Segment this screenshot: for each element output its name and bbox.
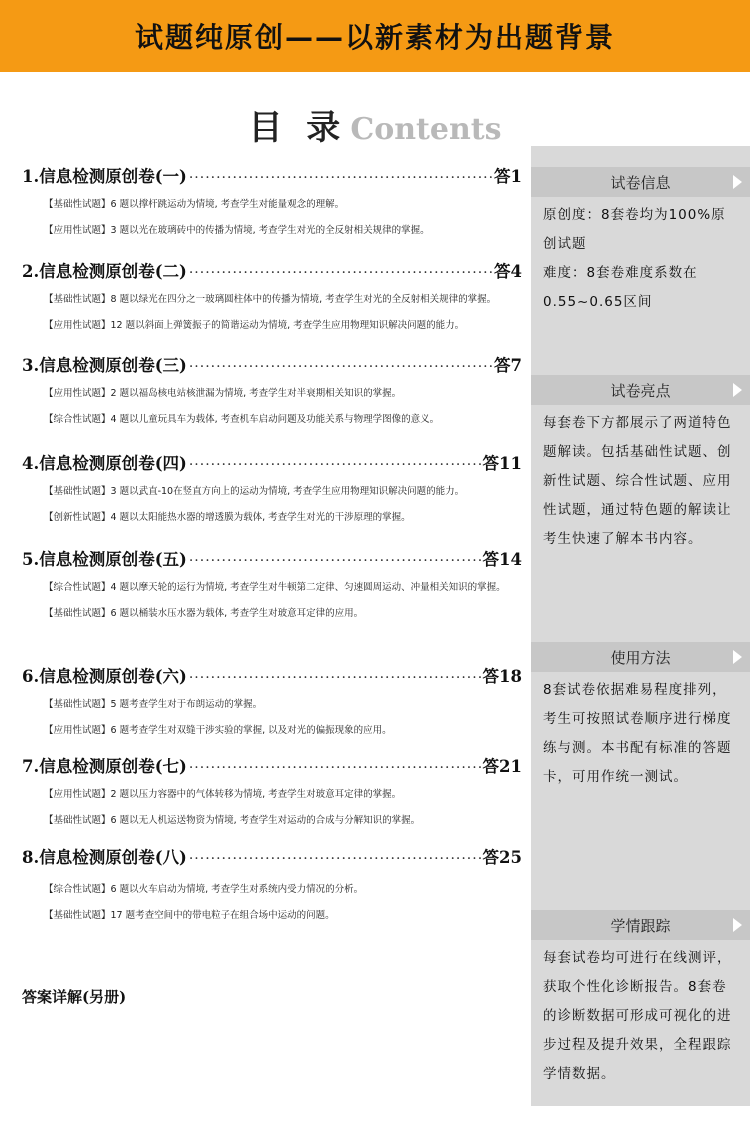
section-title[interactable]: 1.信息检测原创卷(一): [22, 167, 187, 186]
section-item: 【综合性试题】4 题以摩天轮的运行为情境, 考查学生对牛顿第二定律、匀速圆周运动、冲量相关知识的掌握。: [44, 582, 506, 593]
leader-dots: [189, 170, 492, 186]
section-title[interactable]: 8.信息检测原创卷(八): [22, 848, 187, 867]
section-page: 答18: [482, 667, 522, 686]
info-sidebar: [531, 146, 750, 1106]
sidebar-body: 每套卷下方都展示了两道特色题解读。包括基础性试题、创新性试题、综合性试题、应用性试题，通过特色题的解读让考生快速了解本书内容。: [543, 415, 732, 547]
top-banner: 试题纯原创——以新素材为出题背景: [0, 0, 750, 72]
leader-dots: [189, 359, 492, 375]
answer-note: 答案详解(另册): [22, 988, 127, 1006]
leader-dots: [189, 265, 492, 281]
triangle-right-icon: [733, 918, 742, 932]
section-item: 【应用性试题】2 题以福岛核电站核泄漏为情境, 考查学生对半衰期相关知识的掌握。: [44, 388, 402, 399]
section-title[interactable]: 3.信息检测原创卷(三): [22, 356, 187, 375]
section-item: 【基础性试题】17 题考查空间中的带电粒子在组合场中运动的问题。: [44, 910, 335, 921]
section-item: 【基础性试题】5 题考查学生对于布朗运动的掌握。: [44, 699, 263, 710]
sidebar-body: 8套试卷依据难易程度排列，考生可按照试卷顺序进行梯度练与测。本书配有标准的答题卡，可用作统一测试。: [543, 682, 732, 785]
page-title: [0, 100, 750, 150]
section-item: 【创新性试题】4 题以太阳能热水器的增透膜为载体, 考查学生对光的干涉原理的掌握。: [44, 512, 411, 523]
leader-dots: [189, 760, 481, 776]
toc-section-3[interactable]: [22, 352, 522, 425]
sidebar-heading: 使用方法: [531, 642, 750, 672]
triangle-right-icon: [733, 650, 742, 664]
sidebar-body: 每套试卷均可进行在线测评，获取个性化诊断报告。8套卷的诊断数据可形成可视化的进步过程及提升效果，全程跟踪学情数据。: [543, 950, 732, 1082]
section-page: 答25: [482, 848, 522, 867]
section-page: 答7: [494, 356, 522, 375]
sidebar-block-usage: [531, 642, 750, 792]
leader-dots: [189, 670, 481, 686]
triangle-right-icon: [733, 175, 742, 189]
section-item: 【基础性试题】6 题以桶装水压水器为载体, 考查学生对玻意耳定律的应用。: [44, 608, 364, 619]
sidebar-heading: 试卷信息: [531, 167, 750, 197]
toc-section-1[interactable]: [22, 163, 522, 236]
triangle-right-icon: [733, 383, 742, 397]
leader-dots: [189, 851, 481, 867]
section-title[interactable]: 7.信息检测原创卷(七): [22, 757, 187, 776]
section-item: 【综合性试题】4 题以儿童玩具车为载体, 考查机车启动问题及功能关系与物理学图像的意义。: [44, 414, 440, 425]
section-page: 答14: [482, 550, 522, 569]
sidebar-heading: 试卷亮点: [531, 375, 750, 405]
leader-dots: [189, 553, 481, 569]
title-chinese: 目 录: [248, 108, 347, 148]
section-page: 答1: [494, 167, 522, 186]
section-page: 答21: [482, 757, 522, 776]
toc-section-6[interactable]: [22, 663, 522, 736]
sidebar-block-tracking: [531, 910, 750, 1089]
toc-section-4[interactable]: [22, 450, 522, 523]
sidebar-body: 原创度：8套卷均为100%原创试题 难度：8套卷难度系数在0.55~0.65区间: [543, 207, 726, 310]
sidebar-block-info: [531, 167, 750, 317]
toc-section-7[interactable]: [22, 753, 522, 826]
sidebar-heading: 学情跟踪: [531, 910, 750, 940]
section-title[interactable]: 4.信息检测原创卷(四): [22, 454, 187, 473]
section-item: 【综合性试题】6 题以火车启动为情境, 考查学生对系统内受力情况的分析。: [44, 884, 364, 895]
section-title[interactable]: 6.信息检测原创卷(六): [22, 667, 187, 686]
toc-section-8[interactable]: [22, 844, 522, 921]
leader-dots: [189, 457, 481, 473]
section-page: 答4: [494, 262, 522, 281]
section-item: 【应用性试题】2 题以压力容器中的气体转移为情境, 考查学生对玻意耳定律的掌握。: [44, 789, 402, 800]
section-item: 【基础性试题】3 题以武直-10在竖直方向上的运动为情境, 考查学生应用物理知识解决问题的能力。: [44, 486, 465, 497]
section-item: 【基础性试题】6 题以无人机运送物资为情境, 考查学生对运动的合成与分解知识的掌握。: [44, 815, 421, 826]
sidebar-block-highlights: [531, 375, 750, 554]
section-item: 【基础性试题】8 题以绿光在四分之一玻璃圆柱体中的传播为情境, 考查学生对光的全反射相关规律的掌握。: [44, 294, 497, 305]
section-item: 【应用性试题】3 题以光在玻璃砖中的传播为情境, 考查学生对光的全反射相关规律的掌握。: [44, 225, 430, 236]
section-item: 【基础性试题】6 题以撑杆跳运动为情境, 考查学生对能量观念的理解。: [44, 199, 345, 210]
section-title[interactable]: 5.信息检测原创卷(五): [22, 550, 187, 569]
section-item: 【应用性试题】12 题以斜面上弹簧振子的简谐运动为情境, 考查学生应用物理知识解决问题的能力。: [44, 320, 465, 331]
section-title[interactable]: 2.信息检测原创卷(二): [22, 262, 187, 281]
toc-section-2[interactable]: [22, 258, 522, 331]
section-page: 答11: [482, 454, 522, 473]
toc-section-5[interactable]: [22, 546, 522, 619]
title-english: Contents: [350, 112, 502, 147]
section-item: 【应用性试题】6 题考查学生对双缝干涉实验的掌握, 以及对光的偏振现象的应用。: [44, 725, 392, 736]
